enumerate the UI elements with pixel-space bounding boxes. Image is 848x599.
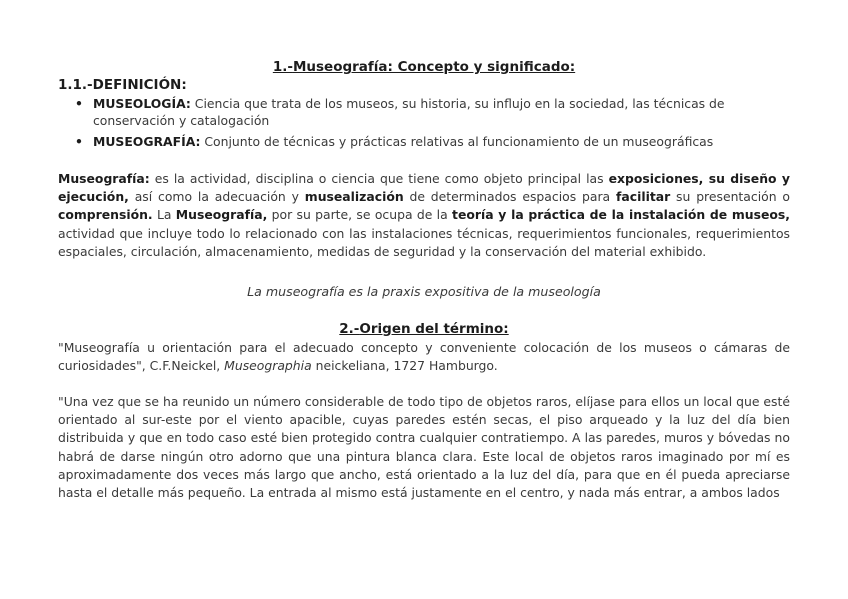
heading-number: 1.- bbox=[272, 59, 293, 75]
section-heading-2 bbox=[0, 321, 848, 337]
paragraph-text: es la actividad, disciplina o ciencia que tiene como objeto principal las bbox=[149, 171, 609, 186]
paragraph-text: así como la adecuación y bbox=[128, 189, 305, 205]
bold-term: musealización bbox=[304, 189, 404, 205]
bold-term: comprensión. bbox=[58, 207, 153, 223]
section-heading-1 bbox=[0, 59, 848, 75]
paragraph-text: de determinados espacios para bbox=[403, 189, 616, 205]
paragraph-text: actividad que incluye todo lo relacionado con las instalaciones técnicas, requerimientos funcionales, requerimientos espaciales, circulación, almacenamiento, medidas de seguridad y la conservación del material exhibido. bbox=[58, 225, 790, 259]
paragraph-text: su presentación o bbox=[670, 189, 790, 205]
subsection-heading: 1.1.-DEFINICIÓN: bbox=[58, 77, 187, 93]
paragraph-text: neickeliana, 1727 Hamburgo. bbox=[311, 358, 498, 374]
paragraph-text: por su parte, se ocupa de la bbox=[267, 207, 453, 223]
paragraph-text: La bbox=[152, 207, 176, 223]
paragraph-text: "Museografía u orientación para el adecuado concepto y conveniente colocación de los museos o cámaras de curiosidades", C.F.Neickel, bbox=[58, 340, 790, 374]
bold-term: Museografía: bbox=[58, 171, 150, 186]
bold-term: exposiciones, su diseño y ejecución, bbox=[58, 171, 790, 205]
paragraph-definition bbox=[58, 170, 790, 261]
list-item bbox=[72, 133, 772, 150]
bold-term: teoría y la práctica de la instalación de museos, bbox=[452, 207, 790, 223]
bold-term: Museografía, bbox=[175, 207, 268, 223]
definition-list bbox=[72, 95, 772, 150]
definition-term: MUSEOLOGÍA: bbox=[93, 96, 191, 111]
quote-line: La museografía es la praxis expositiva de la museología bbox=[247, 284, 601, 299]
heading-text: Origen del término: bbox=[359, 321, 509, 337]
definition-text: Conjunto de técnicas y prácticas relativas al funcionamiento de un museográficas bbox=[200, 134, 714, 149]
bullet-icon: • bbox=[75, 96, 83, 111]
bullet-icon: • bbox=[75, 134, 83, 149]
paragraph-citation: "Una vez que se ha reunido un número considerable de todo tipo de objetos raros, elíjase para ellos un local que esté orientado al sur-este por el viento apacible, cuyas paredes estén secas, el piso arqueado y la luz del día bien distribuida y que en todo caso esté bien protegido contra cualquier contratiempo. A las paredes, muros y bóvedas no habrá de darse ningún otro adorno que una pintura blanca clara. Este local de objetos raros imaginado por mí es aproximadamente dos veces más largo que ancho, está orientado a la luz del día, para que en él pueda apreciarse hasta el detalle más pequeño. La entrada al mismo está justamente en el centro, y nada más entrar, a ambos lados bbox=[58, 394, 790, 501]
definition-text: Ciencia que trata de los museos, su historia, su influjo en la sociedad, las técnicas de conservación y catalogación bbox=[93, 96, 725, 128]
paragraph-origin bbox=[58, 339, 790, 375]
heading-text: Museografía: Concepto y significado: bbox=[292, 59, 576, 75]
bold-term: facilitar bbox=[615, 189, 671, 205]
definition-term: MUSEOGRAFÍA: bbox=[93, 134, 201, 149]
heading-number: 2.- bbox=[339, 321, 360, 337]
italic-title: Museographia bbox=[224, 358, 312, 374]
list-item bbox=[72, 95, 772, 129]
